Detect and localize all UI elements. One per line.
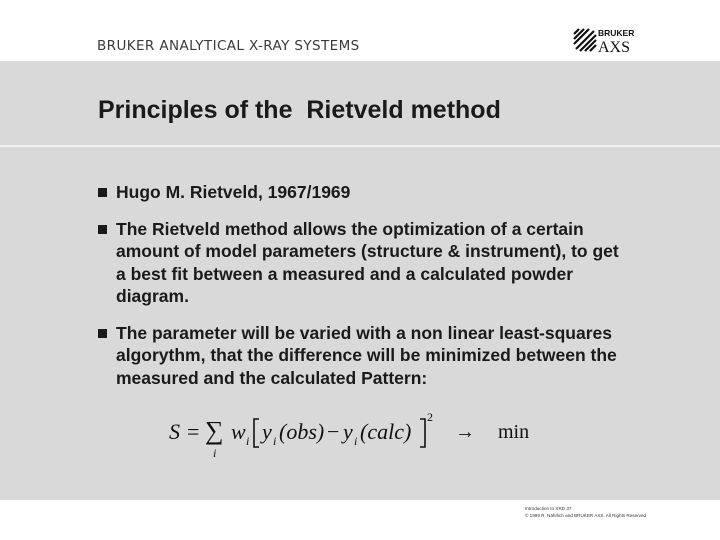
formula-weight: w [231,419,246,444]
bullet-text: The Rietveld method allows the optimization of a certain amount of model parameters (structure & instrument), to get a best fit between a measured and a calculated powder diagram. [116,218,619,306]
slide-title: Principles of the Rietveld method [98,96,501,124]
formula-right-bracket [420,419,425,447]
bruker-axs-logo [572,26,638,54]
bullet-text: Hugo M. Rietveld, 1967/1969 [116,182,351,202]
formula-minus: − [327,419,340,444]
bullet-list [98,181,628,403]
formula-left-bracket [254,419,259,447]
formula-exponent: 2 [427,410,433,424]
formula-y-calc: y [343,419,353,444]
footer-line: © 1999 R. Nährlich and BRUKER AXS. All Rights Reserved [525,513,647,518]
footer-credits [525,505,646,519]
company-name: BRUKER ANALYTICAL X-RAY SYSTEMS [97,38,360,54]
formula-min: min [498,421,530,443]
square-bullet-icon [98,225,107,234]
formula-calc: (calc) [360,419,412,444]
bullet-item [98,322,628,390]
bullet-item [98,181,628,204]
logo-emblem [574,29,596,51]
title-divider [0,145,720,147]
formula-arrow-icon: → [455,421,475,443]
formula-weight-sub: i [246,434,250,448]
formula-sum-icon: ∑ [205,416,224,445]
footer-line: Introduction to XRD 37 [525,506,572,511]
square-bullet-icon [98,329,107,338]
formula-s: S [169,419,180,444]
formula-y-obs: y [262,419,272,444]
logo-axs-text: AXS [598,39,631,54]
formula-sum-index: i [213,446,217,460]
formula-y-obs-sub: i [273,434,277,448]
bullet-text: The parameter will be varied with a non linear least-squares algorythm, that the difference will be minimized between the measured and the calculated Pattern: [116,322,617,388]
formula-y-calc-sub: i [354,434,358,448]
formula-equals: = [187,419,200,444]
square-bullet-icon [98,188,107,197]
least-squares-formula [165,405,555,465]
formula-obs: (obs) [279,419,325,444]
bullet-item [98,218,628,308]
logo-bruker-text: BRUKER [598,28,635,38]
